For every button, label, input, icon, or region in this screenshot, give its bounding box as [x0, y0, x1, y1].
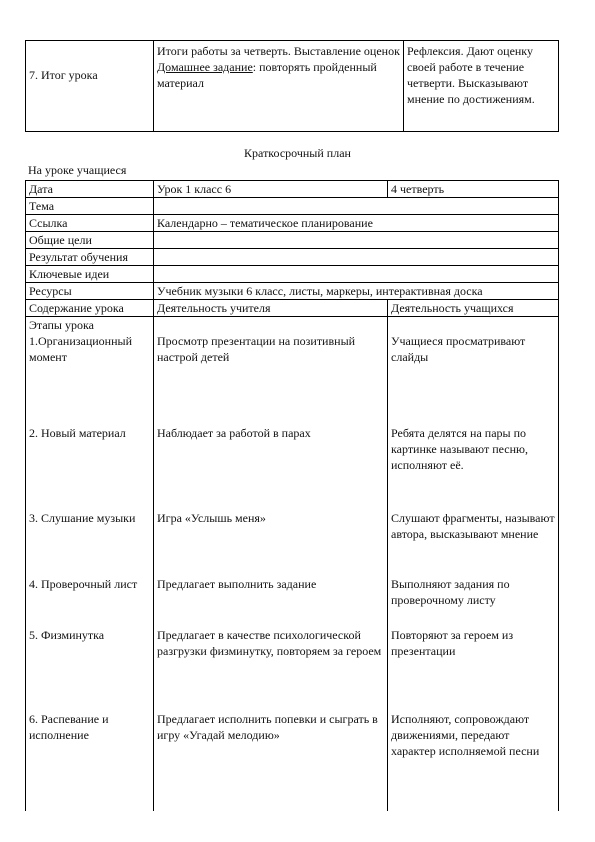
ideas-value: [154, 266, 559, 283]
lesson-info: Урок 1 класс 6: [154, 181, 388, 198]
table-header-row: [26, 300, 559, 317]
link-value: Календарно – тематическое планирование: [154, 215, 559, 232]
table-row: [26, 215, 559, 232]
date-label: Дата: [26, 181, 154, 198]
stage-name: 6. Распевание и исполнение: [29, 712, 109, 742]
result-label: Результат обучения: [26, 249, 154, 266]
link-label: Ссылка: [26, 215, 154, 232]
topic-value: [154, 198, 559, 215]
table-row: [26, 41, 559, 132]
stage-teacher: Предлагает в качестве психологической разгрузки физминутку, повторяем за героем: [157, 628, 382, 658]
pupils-cell: [404, 41, 559, 132]
stages-label: Этапы урока: [29, 318, 94, 332]
header-content: Содержание урока: [26, 300, 154, 317]
stage-pupils: Выполняют задания по проверочному листу: [391, 577, 510, 607]
stage-name: 3. Слушание музыки: [29, 511, 136, 525]
stages-row: [26, 317, 559, 812]
table-row: [26, 266, 559, 283]
teacher-cell: [154, 41, 404, 132]
goals-label: Общие цели: [26, 232, 154, 249]
plan-title: Краткосрочный план: [244, 146, 351, 160]
stage-teacher: Предлагает выполнить задание: [157, 577, 317, 591]
stages-teacher-cell: [154, 317, 388, 812]
result-value: [154, 249, 559, 266]
stage-name: 5. Физминутка: [29, 628, 105, 642]
stage-name: 1.Организационный момент: [29, 334, 132, 364]
goals-value: [154, 232, 559, 249]
stage-teacher: Просмотр презентации на позитивный настрой детей: [157, 334, 356, 364]
table-row: [26, 232, 559, 249]
stages-content-cell: [26, 317, 154, 812]
homework-text: : повторять пройденный материал: [157, 60, 377, 90]
header-teacher: Деятельность учителя: [154, 300, 388, 317]
pupils-label: На уроке учащиеся: [28, 163, 127, 177]
stage-pupils: Слушают фрагменты, называют автора, высказывают мнение: [391, 511, 555, 541]
header-pupils: Деятельность учащихся: [388, 300, 559, 317]
topic-label: Тема: [26, 198, 154, 215]
resources-label: Ресурсы: [26, 283, 154, 300]
stage-pupils: Повторяют за героем из презентации: [391, 628, 514, 658]
homework-label: Домашнее задание: [157, 60, 253, 74]
quarter: 4 четверть: [388, 181, 559, 198]
stage-teacher: Наблюдает за работой в парах: [157, 426, 311, 440]
teacher-text: Итоги работы за четверть. Выставление оценок: [157, 44, 400, 58]
stages-pupils-cell: [388, 317, 559, 812]
table-row: [26, 198, 559, 215]
plan-table: [25, 180, 559, 811]
table-row: [26, 181, 559, 198]
summary-row-table: [25, 40, 559, 132]
stage-name: 4. Проверочный лист: [29, 577, 138, 591]
stage-pupils: Учащиеся просматривают слайды: [391, 334, 526, 364]
stage-pupils: Исполняют, сопровождают движениями, передают характер исполняемой песни: [391, 712, 540, 758]
stage-teacher: Предлагает исполнить попевки и сыграть в игру «Угадай мелодию»: [157, 712, 378, 742]
stage-teacher: Игра «Услышь меня»: [157, 511, 266, 525]
ideas-label: Ключевые идеи: [26, 266, 154, 283]
table-row: [26, 249, 559, 266]
step-label: 7. Итог урока: [29, 68, 98, 82]
stage-pupils: Ребята делятся на пары по картинке называют песню, исполняют её.: [391, 426, 528, 472]
resources-value: Учебник музыки 6 класс, листы, маркеры, интерактивная доска: [154, 283, 559, 300]
table-row: [26, 283, 559, 300]
step-cell: [26, 41, 154, 132]
stage-name: 2. Новый материал: [29, 426, 126, 440]
pupils-text: Рефлексия. Дают оценку своей работе в течение четверти. Высказывают мнение по достижениям.: [407, 44, 535, 106]
